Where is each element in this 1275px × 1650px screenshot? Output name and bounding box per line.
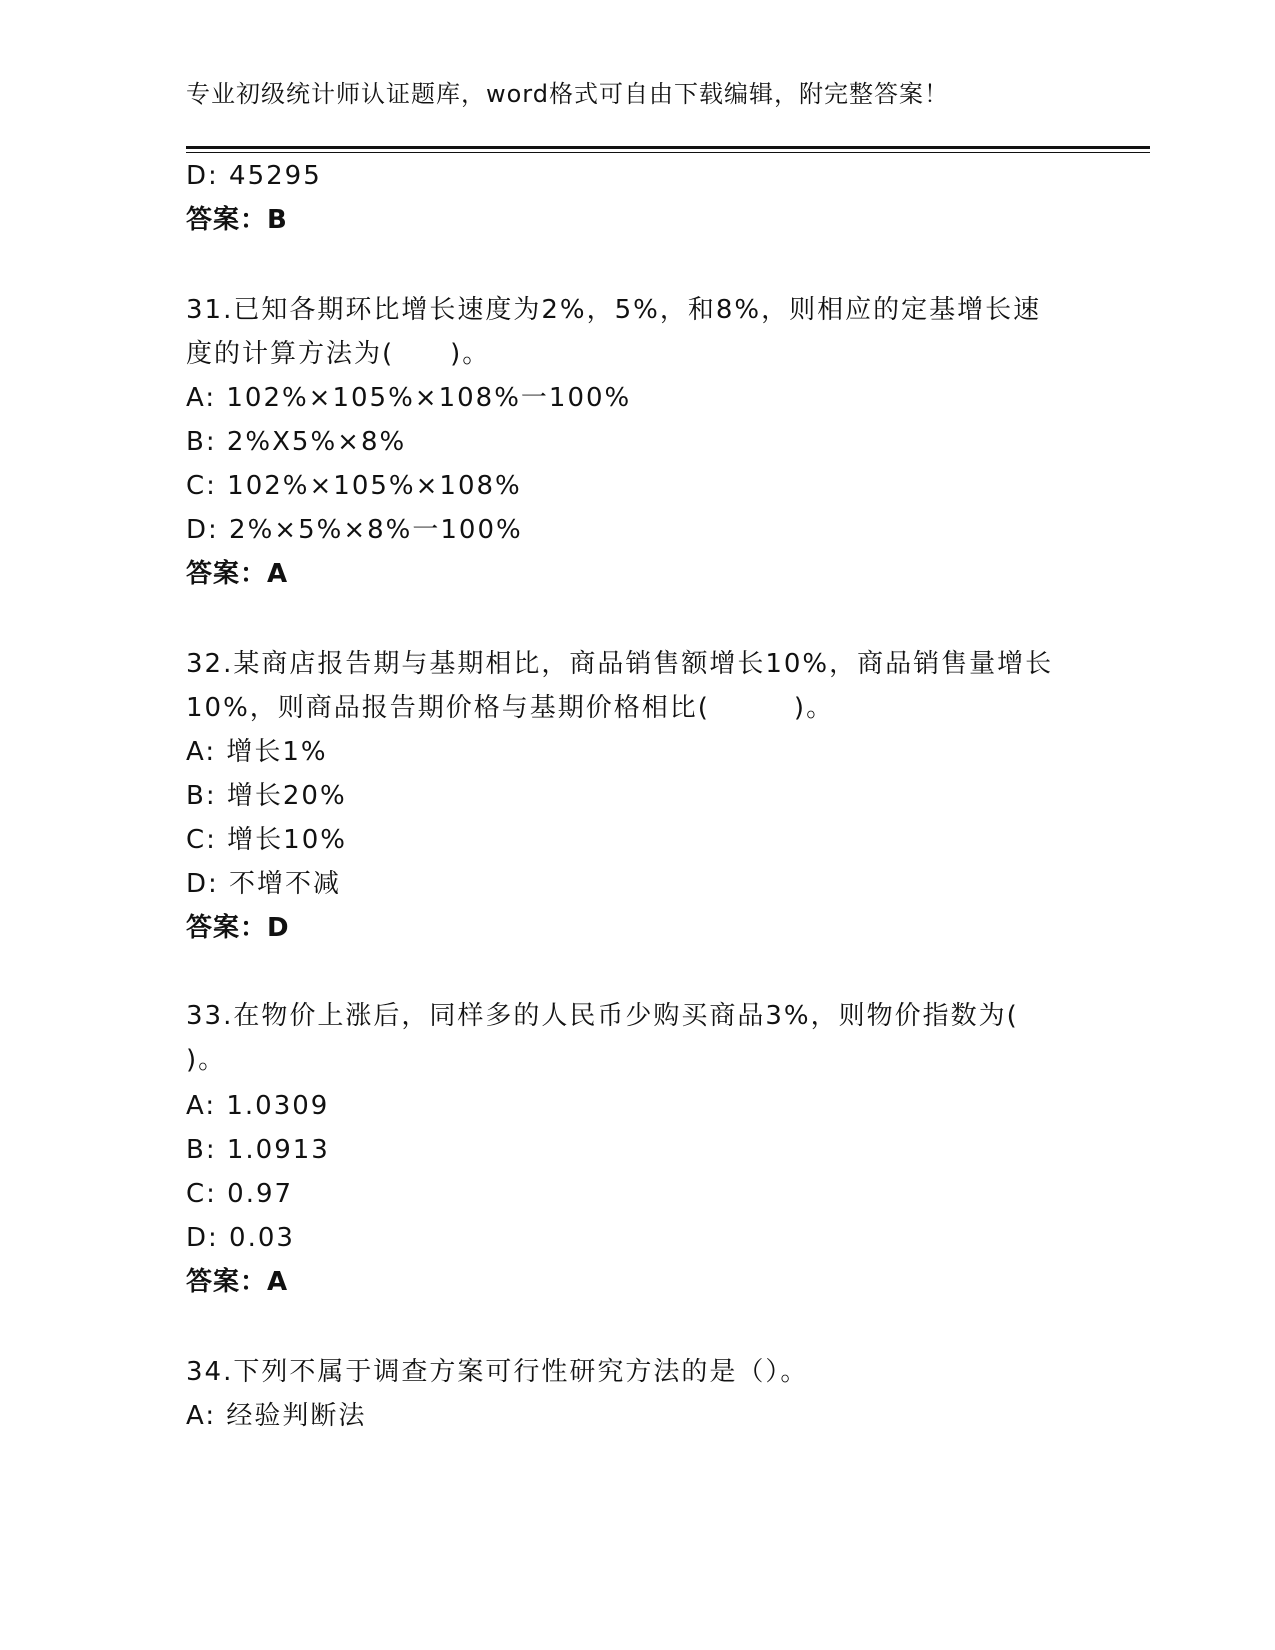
q32-option-d: D: 不增不减 [186, 869, 342, 899]
q33-stem-line1: 33.在物价上涨后，同样多的人民币少购买商品3%，则物价指数为( [186, 1001, 1019, 1031]
q33-stem-line2: )。 [186, 1045, 227, 1075]
page-header: 专业初级统计师认证题库，word格式可自由下载编辑，附完整答案！ [186, 80, 949, 108]
q33-option-b: B: 1.0913 [186, 1135, 330, 1165]
q33-answer: 答案：A [186, 1267, 289, 1297]
q32-option-c: C: 增长10% [186, 825, 347, 855]
q31-option-b: B: 2%X5%×8% [186, 427, 407, 457]
q33-option-a: A: 1.0309 [186, 1091, 330, 1121]
q34-stem-line1: 34.下列不属于调查方案可行性研究方法的是（）。 [186, 1357, 809, 1387]
q32-stem-line1: 32.某商店报告期与基期相比，商品销售额增长10%，商品销售量增长 [186, 649, 1054, 679]
q32-option-b: B: 增长20% [186, 781, 347, 811]
q32-option-a: A: 增长1% [186, 737, 328, 767]
q32-stem-line2: 10%，则商品报告期价格与基期价格相比( )。 [186, 693, 835, 723]
q34-option-a: A: 经验判断法 [186, 1401, 367, 1431]
q31-answer: 答案：A [186, 559, 289, 589]
q31-option-c: C: 102%×105%×108% [186, 471, 522, 501]
prev-answer: 答案：B [186, 205, 288, 235]
q32-answer: 答案：D [186, 913, 290, 943]
q33-option-c: C: 0.97 [186, 1179, 294, 1209]
q31-stem-line1: 31.已知各期环比增长速度为2%，5%，和8%，则相应的定基增长速 [186, 295, 1042, 325]
q31-option-d: D: 2%×5%×8%一100% [186, 515, 523, 545]
header-rule-thick [186, 146, 1150, 149]
prev-option-d: D: 45295 [186, 161, 322, 191]
q33-option-d: D: 0.03 [186, 1223, 295, 1253]
q31-option-a: A: 102%×105%×108%一100% [186, 383, 632, 413]
header-rule-thin [186, 152, 1150, 153]
q31-stem-line2: 度的计算方法为( )。 [186, 339, 491, 369]
